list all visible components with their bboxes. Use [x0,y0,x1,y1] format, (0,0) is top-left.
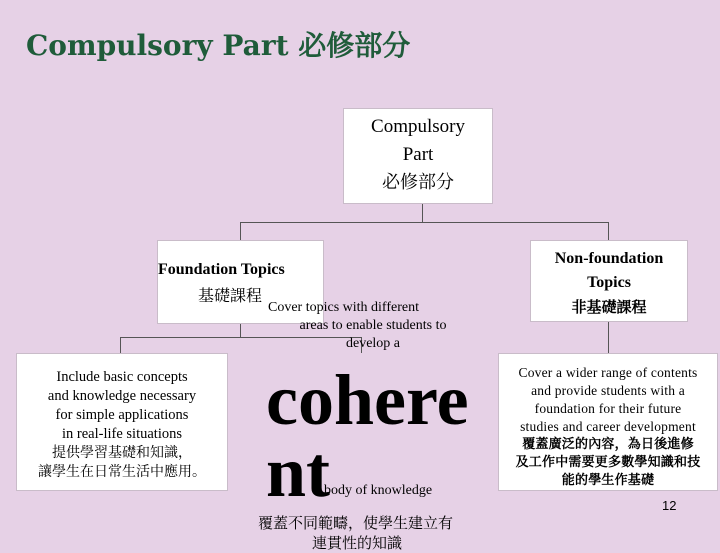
connector-root-down [422,204,423,222]
coherent-zh-line-2: 連貫性的知識 [312,534,403,552]
wider-zh-1: 覆蓋廣泛的內容，為日後進修 [522,437,694,452]
nonfoundation-title-line-2: Topics [587,274,631,291]
wider-line-4: studies and career development [520,419,696,434]
connector-root-horizontal [240,222,609,223]
coherent-zh-line-1: 覆蓋不同範疇，使學生建立有 [258,514,454,532]
root-line-2: Part [402,144,434,165]
slide-title: Compulsory Part 必修部分 [26,29,411,62]
wider-zh-2: 及工作中需要更多數學知識和技 [515,455,701,470]
wider-line-3: foundation for their future [534,401,682,416]
nonfoundation-title-line-1: Non-foundation [554,250,664,267]
basic-line-4: in real-life situations [62,426,182,442]
coherent-word-part-2: nt [266,432,331,512]
non-foundation-topics-box [530,240,688,322]
connector-left-down [240,222,241,240]
wider-line-2: and provide students with a [531,383,685,398]
connector-right-down [608,222,609,240]
basic-zh-2: 讓學生在日常生活中應用。 [38,464,206,480]
foundation-title-en: Foundation Topics [158,261,285,278]
body-of-knowledge-text: body of knowledge [324,483,433,498]
connector-foundation-down [240,322,241,337]
cover-text-line-2: areas to enable students to [299,318,447,333]
wider-zh-3: 能的學生作基礎 [561,473,655,488]
basic-concepts-box [16,353,228,491]
nonfoundation-title-zh: 非基礎課程 [571,298,647,316]
basic-line-1: Include basic concepts [56,369,188,385]
cover-text-line-3: develop a [345,336,401,351]
connector-nonfoundation-down [608,322,609,353]
foundation-title-zh: 基礎課程 [198,286,263,305]
cover-text-line-1: Cover topics with different [268,300,419,315]
page-number: 12 [662,498,677,513]
wider-range-box [498,353,718,491]
root-line-3: 必修部分 [382,172,454,193]
basic-line-2: and knowledge necessary [47,388,197,404]
connector-basic-down [120,337,121,353]
coherent-word-part-1: cohere [266,360,469,440]
compulsory-part-box [343,108,493,204]
wider-line-1: Cover a wider range of contents [518,365,698,380]
basic-line-3: for simple applications [55,407,189,423]
root-line-1: Compulsory [371,116,465,137]
basic-zh-1: 提供學習基礎和知識， [52,445,192,461]
